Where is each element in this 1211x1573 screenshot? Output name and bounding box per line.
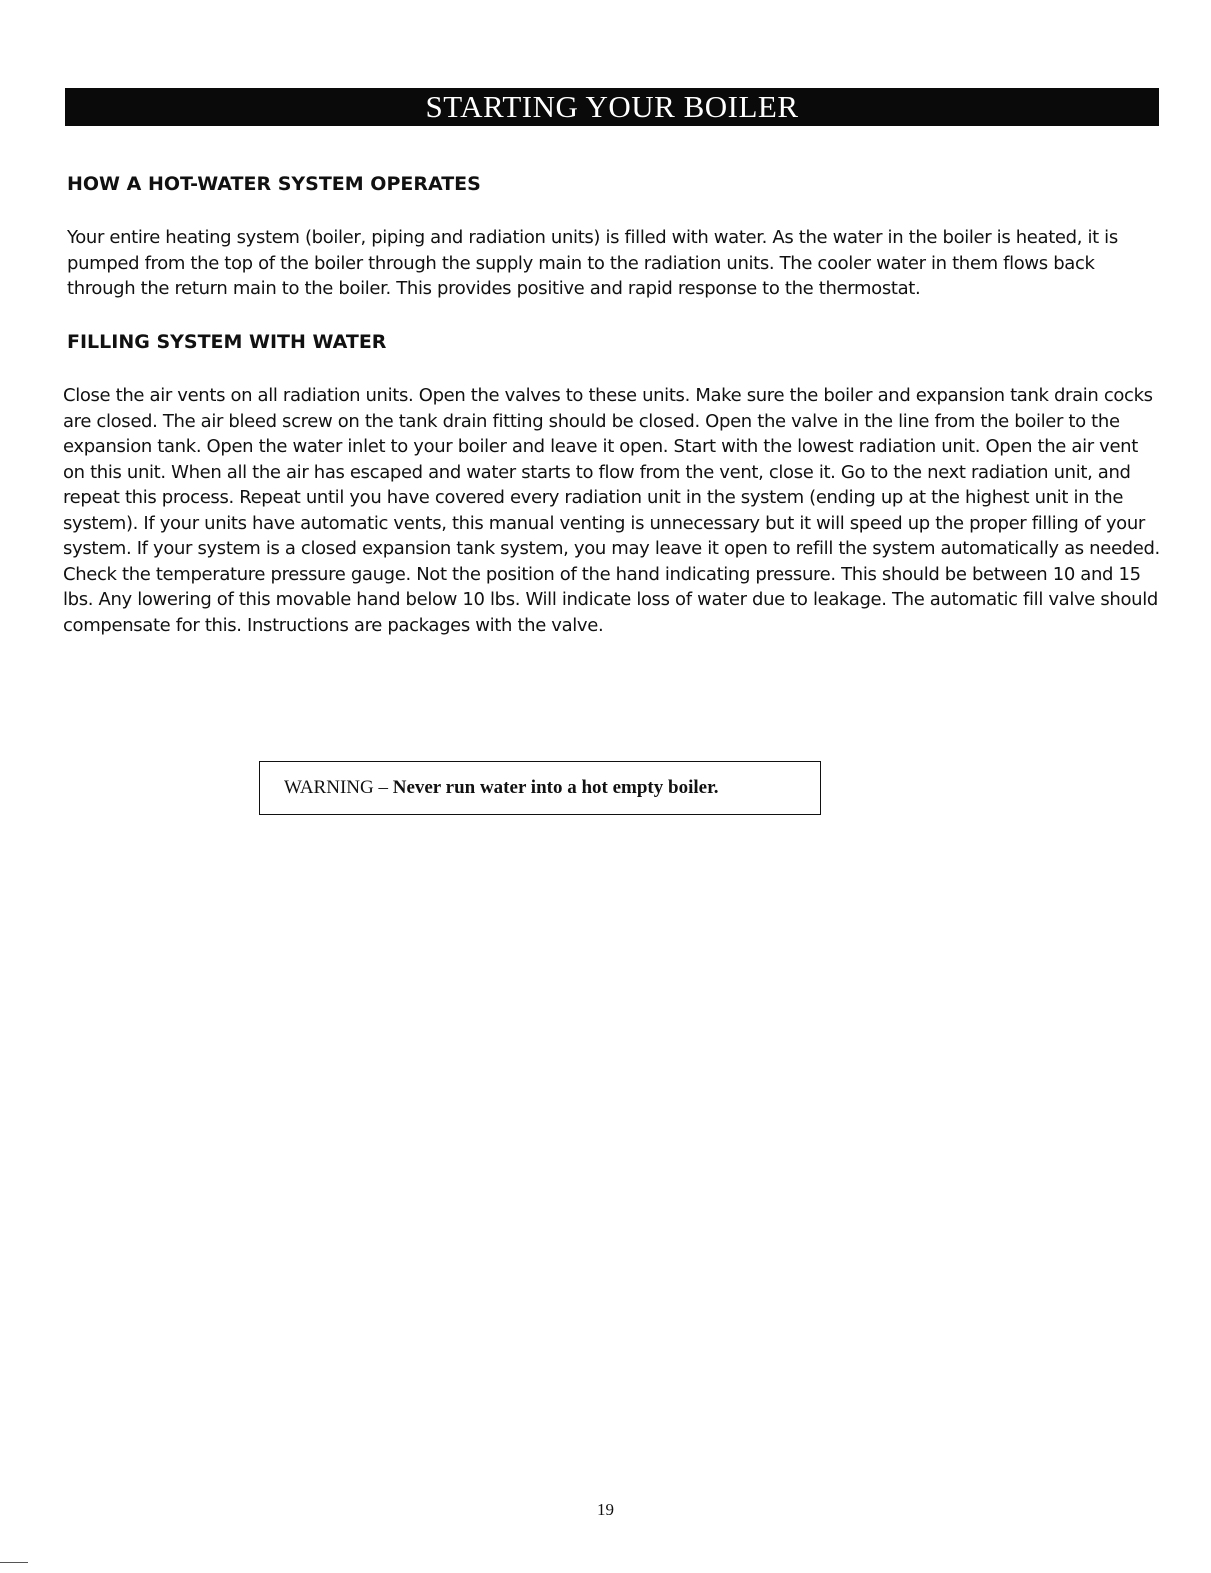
section-heading-filling-system: FILLING SYSTEM WITH WATER <box>67 331 387 353</box>
warning-label: WARNING <box>284 777 374 798</box>
page-title-bar <box>65 88 1159 126</box>
page-title: STARTING YOUR BOILER <box>425 89 799 124</box>
section-body-filling-system: Close the air vents on all radiation units. Open the valves to these units. Make sure the boiler and expansion tank drain cocks are closed. The air bleed screw on the tank drain fitting should be closed. Open the valve in the line from the boiler to the expansion tank. Open the water inlet to your boiler and leave it open. Start with the lowest radiation unit. Open the air vent on this unit. When all the air has escaped and water starts to flow from the vent, close it. Go to the next radiation unit, and repeat this process. Repeat until you have covered every radiation unit in the system (ending up at the highest unit in the system). If your units have automatic vents, this manual venting is unnecessary but it will speed up the proper filling of your system. If your system is a closed expansion tank system, you may leave it open to refill the system automatically as needed. Check the temperature pressure gauge. Not the position of the hand indicating pressure. This should be between 10 and 15 lbs. Any lowering of this movable hand below 10 lbs. Will indicate loss of water due to leakage. The automatic fill valve should compensate for this. Instructions are packages with the valve. <box>63 385 1160 636</box>
warning-separator: – <box>373 777 393 798</box>
warning-message <box>284 777 719 799</box>
warning-text: Never run water into a hot empty boiler. <box>392 777 719 798</box>
warning-box <box>259 761 821 815</box>
section-heading-how-it-operates: HOW A HOT-WATER SYSTEM OPERATES <box>67 173 481 195</box>
page-number: 19 <box>597 1500 614 1519</box>
scan-edge-mark <box>0 1562 28 1563</box>
section-body-how-it-operates: Your entire heating system (boiler, piping and radiation units) is filled with water. As the water in the boiler is heated, it is pumped from the top of the boiler through the supply main to the radiation units. The cooler water in them flows back through the return main to the boiler. This provides positive and rapid response to the thermostat. <box>67 227 1118 299</box>
